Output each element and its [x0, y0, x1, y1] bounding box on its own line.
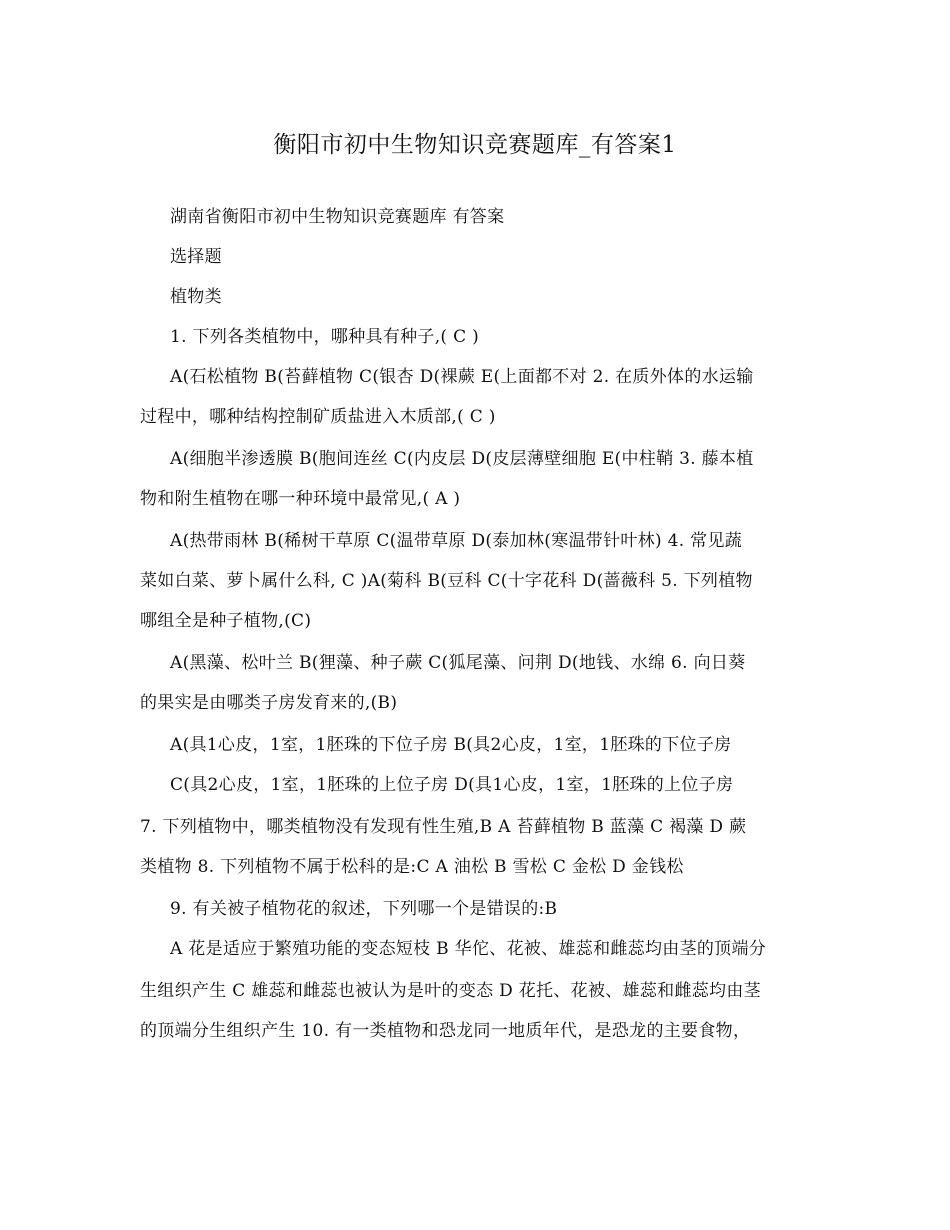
text-line: 的果实是由哪类子房发育来的,(B) — [140, 693, 398, 713]
text-line: C(具2心皮，1室，1胚珠的上位子房 D(具1心皮，1室，1胚珠的上位子房 — [170, 775, 734, 795]
question-line: 1. 下列各类植物中，哪种具有种子,( C ) — [170, 327, 480, 347]
section-heading: 选择题 — [170, 247, 222, 267]
text-line: 菜如白菜、萝卜属什么科, C )A(菊科 B(豆科 C(十字花科 D(蔷薇科 5. 下列植物 — [140, 571, 753, 591]
text-line: 哪组全是种子植物,(C) — [140, 611, 312, 631]
text-line: 过程中，哪种结构控制矿质盐进入木质部,( C ) — [140, 407, 496, 427]
text-line: 类植物 8. 下列植物不属于松科的是:C A 油松 B 雪松 C 金松 D 金钱松 — [140, 857, 684, 877]
document-title: 衡阳市初中生物知识竞赛题库_有答案1 — [273, 132, 677, 158]
text-line: A(石松植物 B(苔藓植物 C(银杏 D(裸蕨 E(上面都不对 2. 在质外体的水运输 — [170, 367, 754, 387]
text-line: 物和附生植物在哪一种环境中最常见,( A ) — [140, 489, 461, 509]
text-line: 7. 下列植物中，哪类植物没有发现有性生殖,B A 苔藓植物 B 蓝藻 C 褐藻 D 蕨 — [140, 817, 747, 837]
text-line: A(具1心皮，1室，1胚珠的下位子房 B(具2心皮，1室，1胚珠的下位子房 — [170, 735, 732, 755]
text-line: 生组织产生 C 雄蕊和雌蕊也被认为是叶的变态 D 花托、花被、雄蕊和雌蕊均由茎 — [140, 981, 761, 1001]
text-line: 的顶端分生组织产生 10. 有一类植物和恐龙同一地质年代，是恐龙的主要食物， — [140, 1021, 751, 1041]
text-line: A 花是适应于繁殖功能的变态短枝 B 华佗、花被、雄蕊和雌蕊均由茎的顶端分 — [170, 939, 767, 959]
text-line: A(热带雨林 B(稀树干草原 C(温带草原 D(泰加林(寒温带针叶林) 4. 常见蔬 — [170, 531, 743, 551]
text-line: A(细胞半渗透膜 B(胞间连丝 C(内皮层 D(皮层薄壁细胞 E(中柱鞘 3. 藤本植 — [170, 449, 754, 469]
subtitle-line: 湖南省衡阳市初中生物知识竞赛题库 有答案 — [170, 207, 505, 227]
text-line: A(黑藻、松叶兰 B(狸藻、种子蕨 C(狐尾藻、问荆 D(地钱、水绵 6. 向日葵 — [170, 653, 746, 673]
question-line: 9. 有关被子植物花的叙述，下列哪一个是错误的:B — [170, 899, 558, 919]
category-heading: 植物类 — [170, 287, 222, 307]
